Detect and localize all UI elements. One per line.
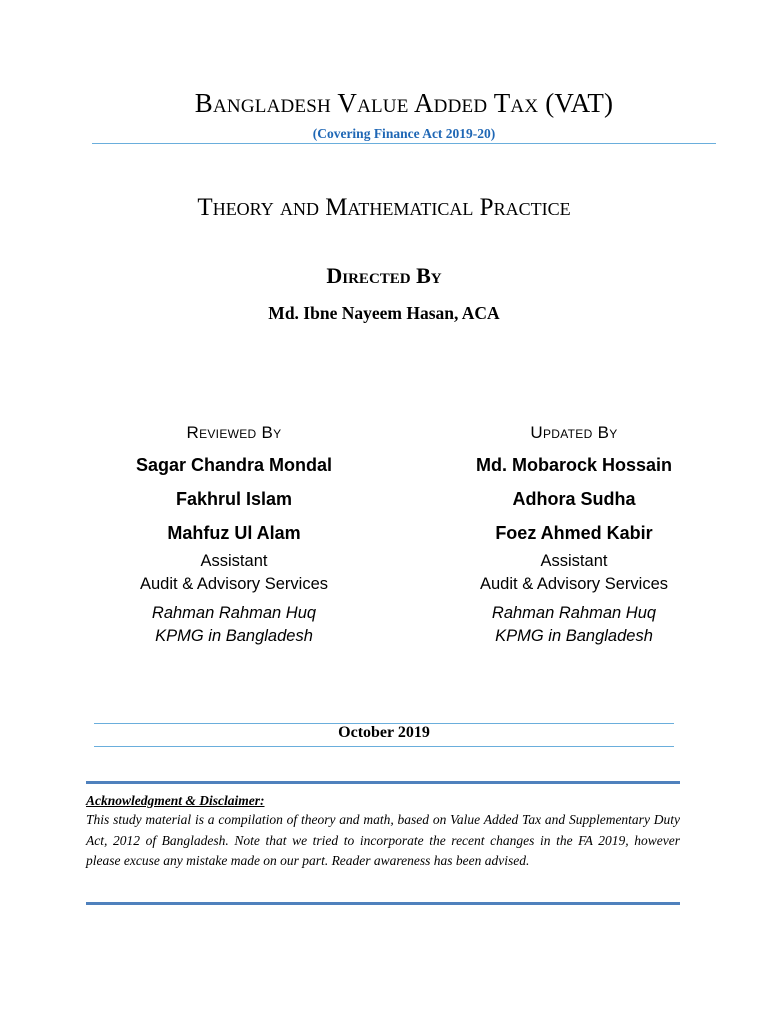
updater-department: Audit & Advisory Services (480, 575, 668, 593)
reviewer-department: Audit & Advisory Services (140, 575, 328, 593)
updater-name: Adhora Sudha (512, 489, 636, 509)
disclaimer-divider-bottom (86, 902, 680, 905)
document-title: Bangladesh Value Added Tax (VAT) (194, 88, 614, 118)
directed-by-heading: Directed By (326, 263, 442, 288)
document-subtitle: (Covering Finance Act 2019-20) (312, 126, 496, 141)
updater-firm: Rahman Rahman Huq (491, 604, 657, 622)
reviewer-name: Sagar Chandra Mondal (135, 455, 333, 475)
disclaimer-divider-top (86, 781, 680, 784)
reviewer-role: Assistant (200, 552, 268, 570)
reviewer-name: Fakhrul Islam (175, 489, 293, 509)
updater-name: Md. Mobarock Hossain (475, 455, 673, 475)
title-divider (92, 143, 716, 144)
updated-by-heading: Updated By (530, 423, 618, 442)
updater-role: Assistant (540, 552, 608, 570)
date-divider-bottom (94, 746, 674, 747)
reviewed-by-heading: Reviewed By (186, 423, 282, 442)
updater-name: Foez Ahmed Kabir (495, 523, 653, 543)
director-name: Md. Ibne Nayeem Hasan, ACA (268, 303, 500, 323)
publication-date: October 2019 (338, 724, 430, 741)
reviewer-firm: Rahman Rahman Huq (151, 604, 317, 622)
reviewed-by-column (84, 418, 384, 648)
updated-by-column (424, 418, 724, 648)
section-title: Theory and Mathematical Practice (197, 194, 571, 221)
disclaimer-body: This study material is a compilation of theory and math, based on Value Added Tax and Supplementary Duty Act, 2012 of Bangladesh. Note that we tried to incorporate the recent changes in the FA 2019, however please excuse any mistake made on our part. Reader awareness has been advised. (86, 812, 680, 868)
updater-firm-location: KPMG in Bangladesh (495, 627, 653, 645)
reviewer-name: Mahfuz Ul Alam (167, 523, 301, 543)
disclaimer-heading: Acknowledgment & Disclaimer: (86, 793, 265, 808)
reviewer-firm-location: KPMG in Bangladesh (155, 627, 313, 645)
